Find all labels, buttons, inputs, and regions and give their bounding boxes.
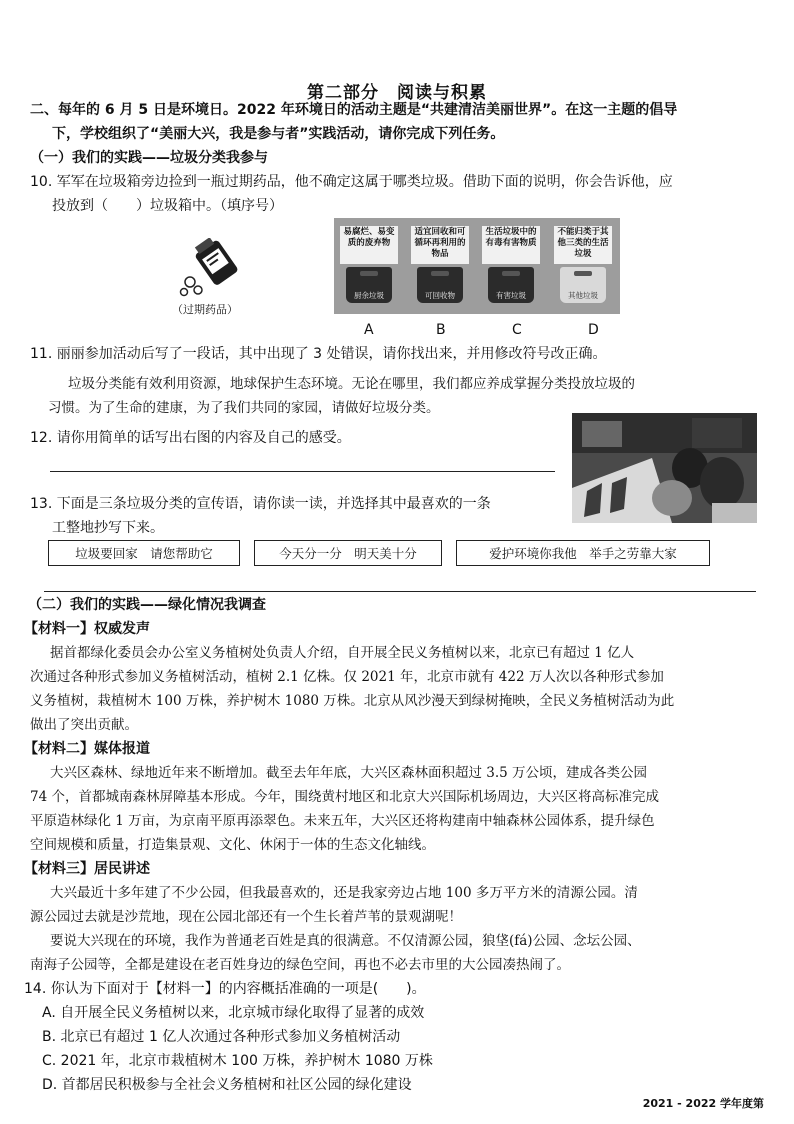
material1-line-3: 义务植树，栽植树木 100 万株，养护树木 1080 万株。北京从风沙漫天到绿树掩映，全民义务植树活动为此: [30, 693, 675, 709]
section2-title: （二）我们的实践——绿化情况我调查: [28, 597, 266, 613]
material1-line-4: 做出了突出贡献。: [30, 717, 138, 733]
material1-title: 【材料一】权威发声: [24, 621, 150, 637]
medicine-caption: （过期药品）: [172, 303, 238, 316]
material2-line-3: 平原造林绿化 1 万亩，为京南平原再添翠色。未来五年，大兴区还将构建南中轴森林公园体系，提升绿色: [30, 813, 655, 829]
q14-option-d[interactable]: D. 首都居民积极参与全社会义务植树和社区公园的绿化建设: [42, 1077, 412, 1093]
bin-letter-d: D: [588, 322, 599, 338]
q13-answer-line[interactable]: [44, 590, 756, 592]
slogan-1[interactable]: 垃圾要回家 请您帮助它: [48, 540, 240, 566]
material3-line-1: 大兴最近十多年建了不少公园，但我最喜欢的，还是我家旁边占地 100 多万平方米的清源公园。清: [50, 885, 638, 901]
q12-stem: 12. 请你用简单的话写出右图的内容及自己的感受。: [30, 430, 351, 446]
bin-recyclable: 适宜回收和可循环再利用的物品 可回收物: [411, 226, 469, 303]
material3-line-4: 南海子公园等，全都是建设在老百姓身边的绿色空间，再也不必去市里的大公园凑热闹了。: [30, 957, 570, 973]
bin-letter-b: B: [436, 322, 446, 338]
material2-line-1: 大兴区森林、绿地近年来不断增加。截至去年年底，大兴区森林面积超过 3.5 万公顷，建成各类公园: [50, 765, 648, 781]
bin-hazardous: 生活垃圾中的有毒有害物质 有害垃圾: [482, 226, 540, 303]
section1-title: （一）我们的实践——垃圾分类我参与: [30, 150, 268, 166]
expired-medicine-illustration: [176, 238, 246, 300]
bin-letter-c: C: [512, 322, 522, 338]
q14-option-a[interactable]: A. 自开展全民义务植树以来，北京城市绿化取得了显著的成效: [42, 1005, 425, 1021]
q11-stem: 11. 丽丽参加活动后写了一段话，其中出现了 3 处错误，请你找出来，并用修改符号改正确。: [30, 346, 607, 362]
material3-title: 【材料三】居民讲述: [24, 861, 150, 877]
material3-line-2: 源公园过去就是沙荒地，现在公园北部还有一个生长着芦苇的景观湖呢！: [30, 909, 462, 925]
slogan-2[interactable]: 今天分一分 明天美十分: [254, 540, 442, 566]
page-title: 第二部分 阅读与积累: [307, 83, 487, 103]
q12-answer-line[interactable]: [50, 470, 555, 472]
intro-line-1: 二、每年的 6 月 5 日是环境日。2022 年环境日的活动主题是“共建清洁美丽世界”。在这一主题的倡导: [30, 102, 678, 118]
material1-line-2: 次通过各种形式参加义务植树活动，植树 2.1 亿株。仅 2021 年，北京市就有 422 万人次以各种形式参加: [30, 669, 664, 685]
q11-para-line-1: 垃圾分类能有效利用资源，地球保护生态环境。无论在哪里，我们都应养成掌握分类投放垃圾的: [68, 376, 635, 392]
trash-bins-image: [334, 218, 620, 314]
intro-line-2: 下，学校组织了“美丽大兴，我是参与者”实践活动，请你完成下列任务。: [52, 126, 505, 142]
bin-letter-a: A: [364, 322, 374, 338]
slogan-3[interactable]: 爱护环境你我他 举手之劳靠大家: [456, 540, 710, 566]
q14-option-b[interactable]: B. 北京已有超过 1 亿人次通过各种形式参加义务植树活动: [42, 1029, 401, 1045]
material2-line-4: 空间规模和质量，打造集景观、文化、休闲于一体的生态文化轴线。: [30, 837, 435, 853]
material3-line-3: 要说大兴现在的环境，我作为普通老百姓是真的很满意。不仅清源公园，狼垡(fá)公园、念坛公园、: [50, 933, 641, 949]
material2-line-2: 74 个，首都城南森林屏障基本形成。今年，围绕黄村地区和北京大兴国际机场周边，大兴区将高标准完成: [30, 789, 659, 805]
q10-line-2: 投放到（ ）垃圾箱中。（填序号）: [52, 198, 283, 214]
q13-line-2: 工整地抄写下来。: [52, 520, 164, 536]
q14-stem: 14. 你认为下面对于【材料一】的内容概括准确的一项是( )。: [24, 981, 426, 997]
footer-school-year: 2021 - 2022 学年度第: [642, 1097, 764, 1110]
material1-line-1: 据首都绿化委员会办公室义务植树处负责人介绍，自开展全民义务植树以来，北京已有超过 1 亿人: [50, 645, 635, 661]
material2-title: 【材料二】媒体报道: [24, 741, 150, 757]
q10-line-1: 10. 军军在垃圾箱旁边捡到一瓶过期药品，他不确定这属于哪类垃圾。借助下面的说明，你会告诉他，应: [30, 174, 673, 190]
q13-line-1: 13. 下面是三条垃圾分类的宣传语，请你读一读，并选择其中最喜欢的一条: [30, 496, 491, 512]
q11-para-line-2: 习惯。为了生命的建康，为了我们共同的家园，请做好垃圾分类。: [48, 400, 440, 416]
q14-option-c[interactable]: C. 2021 年，北京市栽植树木 100 万株，养护树木 1080 万株: [42, 1053, 433, 1069]
bin-kitchen-waste: 易腐烂、易变质的废弃物 厨余垃圾: [340, 226, 398, 303]
bin-other: 不能归类于其他三类的生活垃圾 其他垃圾: [554, 226, 612, 303]
